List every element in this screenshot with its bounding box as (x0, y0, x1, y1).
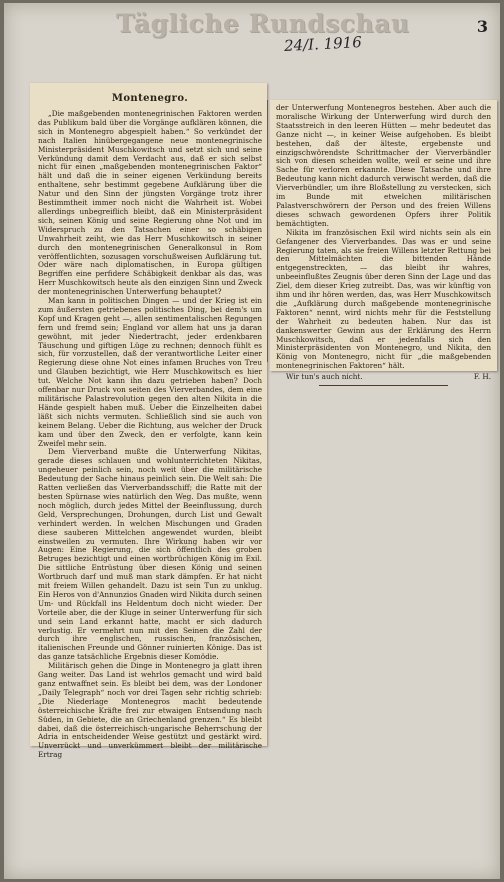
closing-line: Wir tun's auch nicht. (286, 372, 363, 382)
article-paragraph: Nikita im französischen Exil wird nichts sein als ein Gefangener des Vierverbandes. Das was er und seine Regierung taten, als sie freien Willens letzter Rettung bei den Mittelmächten die bittenden Hände entgegenstreckten, — das bleibt ihr wahres, unbeeinflußtes Zeugnis über deren Sinn der Lage und das Ziel, dem dieser Krieg zutreibt. Das, was wir künftig von ihm und ihr hören werden, das, was Herr Muschkowitsch die „Aufklärung durch maßgebende montenegrinische Faktoren“ nennt, wird nichts mehr für die Feststellung der Wahrheit zu bedeuten haben. Nur das ist dankenswerter Gewinn aus der Erklärung des Herrn Muschkowitsch, daß er jedenfalls sich den Ministerpräsidenten von Montenegro, und Nikita, den König von Montenegro, nicht für „die maßgebenden montenegrinischen Faktoren“ hält. (276, 227, 491, 371)
newspaper-clipping-left-column (30, 83, 267, 760)
article-headline: Montenegro. (111, 93, 189, 104)
archive-sheet (4, 3, 500, 879)
article-paragraph: Dem Vierverband mußte die Unterwerfung Nikitas, gerade dieses schlauen und wohlunterrichteten Nikitas, ungeheuer peinlich sein, noch weit über die militärische Bedeutung der Sache hinaus peinlich sein. Die Welt sah: Die Ratten verließen das Vierverbandsschiff; die Ratte mit der besten Spürnase wies natürlich den Weg. Das mußte, wenn noch möglich, durch jedes Mittel der Beeinflussung, durch Geld, Versprechungen, Drohungen, durch List und Gewalt verhindert werden. In welchen Mischungen und Graden diese sauberen Mittelchen angewendet wurden, bleibt einstweilen zu vermuten. Ihre Wirkung haben wir vor Augen: Eine Regierung, die sich öffentlich des groben Betruges bezichtigt und einen wortbrüchigen König im Exil. Die sittliche Entrüstung über diesen König und seinen Wortbruch darf und muß man stark dämpfen. Er hat nicht mit freiem Willen gehandelt. Dazu ist sein Tun zu unklug. Ein Heros von d'Annunzios Gnaden wird Nikita durch seinen Um- und Rückfall ins Heldentum doch nicht wieder. Der Vorteile aber, die der Kluge in seiner Unterwerfung für sich und sein Land erkannt hatte, macht er sich dadurch verlustig. Er vermehrt nun mit den Seinen die Zahl der durch ihre englischen, russischen, französischen, italienischen Freunde und Gönner ruinierten Könige. Das ist das ganze tatsächliche Ergebnis dieser Komödie. (38, 447, 262, 662)
page-number: 3 (476, 17, 488, 36)
article-paragraph: Militärisch gehen die Dinge in Montenegro ja glatt ihren Gang weiter. Das Land ist wehrlos gemacht und wird bald ganz entwaffnet sein. Es bleibt bei dem, was der Londoner „Daily Telegraph“ noch vor drei Tagen sehr richtig schrieb: „Die Niederlage Montenegros macht bedeutende österreichische Kräfte frei zur etwaigen Entsendung nach Süden, in Gebiete, die an Griechenland grenzen.“ Es bleibt dabei, daß die österreichisch-ungarische Beherrschung der Adria in entscheidender Weise gestützt und gestärkt wird. Unverrückt und unverkümmert bleibt der militärische Ertrag (38, 661, 262, 760)
masthead-title: Tägliche Rundschau (116, 9, 410, 38)
newspaper-clipping-right-column (270, 100, 497, 382)
author-signature: F. H. (473, 372, 491, 382)
article-paragraph: Man kann in politischen Dingen — und der Krieg ist ein zum äußersten getriebenes politisches Ding, bei dem's um Kopf und Kragen geht —, allen sentimentalischen Regungen fern und fremd sein; England vor allem hat uns ja daran gewöhnt, mit jeder Niedertracht, jeder erdenkbaren Täuschung und giftigen Lüge zu rechnen; dennoch fühlt es sich, für vorzustellen, daß der verantwortliche Leiter einer Regierung diese ohne Not eines infamen Bruches von Treu und Glauben bezichtigt, wie Herr Muschkowitsch es hier tut. Welche Not kann ihn dazu getrieben haben? Doch offenbar nur Druck von seiten des Vierverbandes, dem eine militärische Palastrevolution gegen den alten Nikita in die Hände gespielt haben muß. Ueber die Einzelheiten dabei läßt sich nichts vermuten. Schließlich sind sie auch von keinem Belang. Ueber die Richtung, aus welcher der Druck kam und über den Zweck, den er verfolgte, kann kein Zweifel mehr sein. (38, 296, 262, 448)
article-paragraph: der Unterwerfung Montenegros bestehen. Aber auch die moralische Wirkung der Unterwerfung wird durch den Staatsstreich in den leeren Hütten — mehr bedeutet das Ganze nicht —, in keiner Weise aufgehoben. Es bleibt bestehen, daß der älteste, ergebenste und einzigschwörendste Schrittmacher der Vierverbändler sich von diesen scheiden wollte, weil er seine und ihre Sache für verloren erkannte. Diese Tatsache und ihre Bedeutung kann nicht dadurch verwischt werden, daß die Vierverbündler, um ihre Bloßstellung zu verstecken, sich im Bunde mit etwelchen militärischen Palastverschwörern der Person und des freien Willens dieses schwach gewordenen Opfers ihrer Politik bemächtigten. (276, 103, 491, 228)
article-paragraph: „Die maßgebenden montenegrinischen Faktoren werden das Publikum bald über die Vorgänge aufklären können, die sich in Montenegro abgespielt haben.“ So verkündet der nach Italien hinübergegangene neue montenegrinische Ministerpräsident Muschkowitsch und setzt sich und seine Verkündung damit dem Verdacht aus, daß er sich selbst nicht für einen „maßgebenden montenegrinischen Faktor“ hält und daß die in seiner eigenen Verkündung bereits enthaltene, sehr bestimmt gegebene Aufklärung über die Natur und den Sinn der jüngsten Vorgänge trotz ihrer Bestimmtheit immer noch nicht die Wahrheit ist. Wobei allerdings unbegreiflich bleibt, daß ein Ministerpräsident sich, seinen König und seine Regierung ohne Not und im Widerspruch zu den Tatsachen einer so schäbigen Unwahrheit zeiht, wie das Herr Muschkowitsch in seiner durch den montenegrinischen Generalkonsul in Rom veröffentlichten, sozusagen vorschußweisen Aufklärung tut. Oder wäre nach diplomatischen, in Europa gültigen Begriffen eine perfidere Schäbigkeit denkbar als das, was Herr Muschkowitsch heute als den einzigen Sinn und Zweck der montenegrinischen Unterwerfung behauptet? (38, 109, 262, 297)
end-rule (319, 385, 448, 386)
handwritten-date: 24/I. 1916 (283, 32, 363, 56)
column-divider (267, 100, 268, 362)
article-sign-off (276, 373, 491, 382)
